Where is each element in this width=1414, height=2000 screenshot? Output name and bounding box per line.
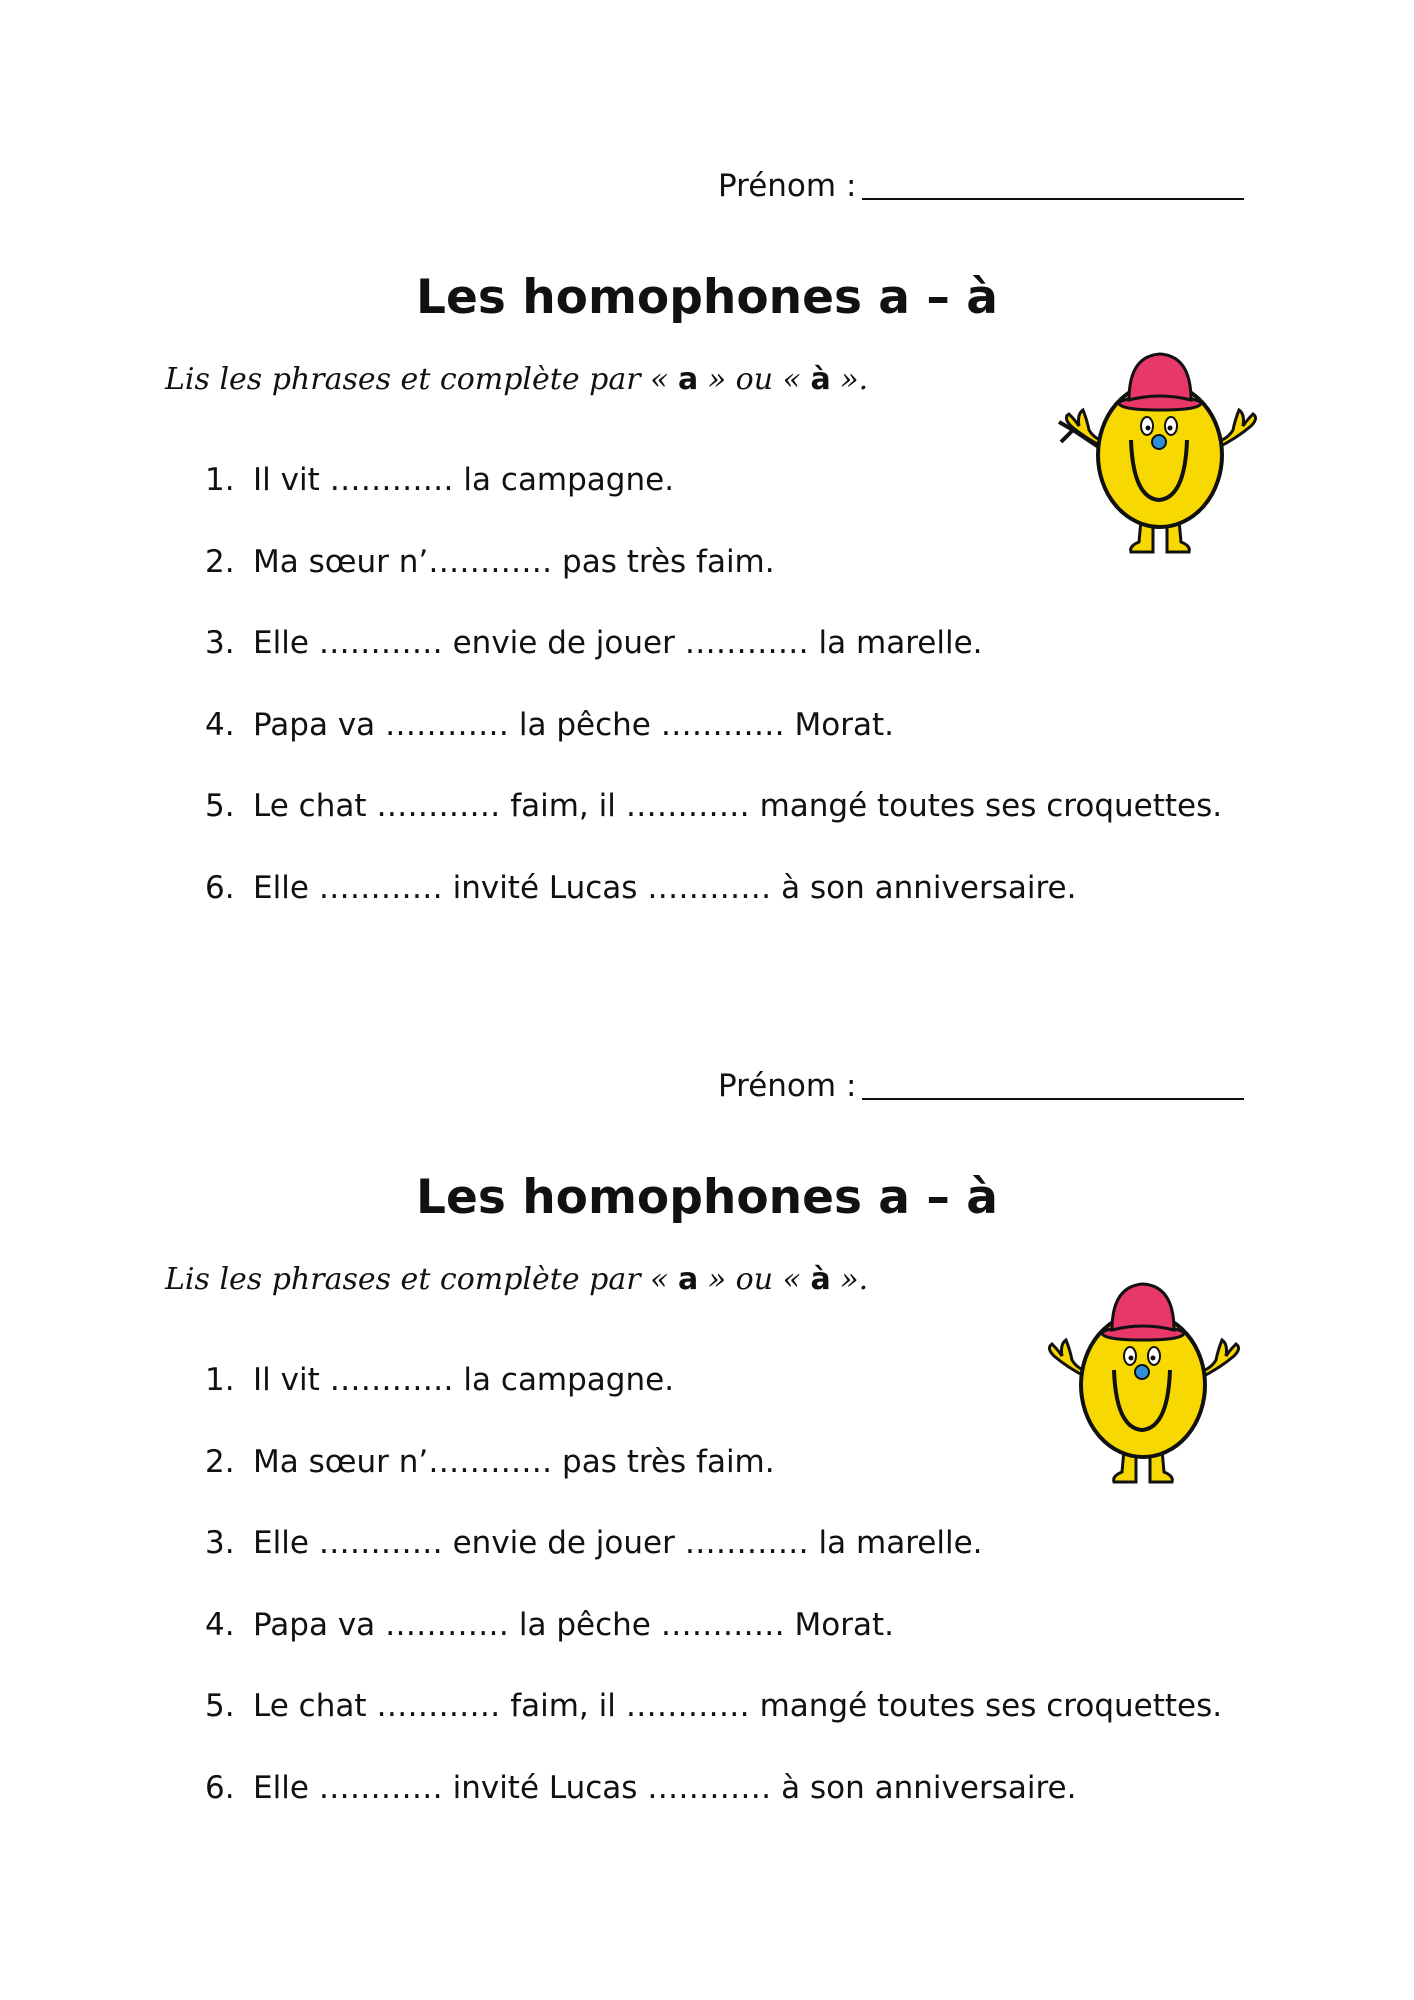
- first-name-field[interactable]: [718, 1068, 1244, 1104]
- list-item[interactable]: 1. Il vit ………… la campagne.: [205, 462, 675, 498]
- list-item[interactable]: 3. Elle ………… envie de jouer ………… la marelle.: [205, 1525, 983, 1562]
- list-item[interactable]: 2. Ma sœur n’………… pas très faim.: [205, 543, 775, 580]
- worksheet-bottom: [0, 900, 1414, 1806]
- first-name-label: Prénom :: [718, 168, 857, 204]
- list-item[interactable]: 4. Papa va ………… la pêche ………… Morat.: [205, 1606, 895, 1643]
- list-item[interactable]: 5. Le chat ………… faim, il ………… mangé toutes ses croquettes.: [205, 788, 1223, 825]
- worksheet-title: Les homophones a – à: [416, 270, 998, 325]
- list-item[interactable]: 1. Il vit ………… la campagne.: [205, 1362, 675, 1398]
- option-a: a: [677, 1262, 699, 1297]
- exercise-list: [205, 1360, 1222, 1850]
- option-a-accent: à: [810, 362, 831, 397]
- exercise-list: [205, 460, 1222, 950]
- first-name-label: Prénom :: [718, 1068, 857, 1104]
- worksheet-top: [0, 0, 1414, 906]
- list-item[interactable]: 5. Le chat ………… faim, il ………… mangé toutes ses croquettes.: [205, 1688, 1223, 1725]
- option-a: a: [677, 362, 699, 397]
- list-item[interactable]: 6. Elle ………… invité Lucas ………… à son anniversaire.: [205, 1769, 1077, 1806]
- first-name-blank[interactable]: [862, 198, 1244, 200]
- instruction: Lis les phrases et complète par « a » ou « à ».: [165, 1262, 869, 1297]
- list-item[interactable]: 3. Elle ………… envie de jouer ………… la marelle.: [205, 625, 983, 662]
- instruction: Lis les phrases et complète par « a » ou « à ».: [165, 362, 869, 397]
- list-item[interactable]: 4. Papa va ………… la pêche ………… Morat.: [205, 706, 895, 743]
- first-name-field[interactable]: [718, 168, 1244, 204]
- first-name-blank[interactable]: [862, 1098, 1244, 1100]
- list-item[interactable]: 6. Elle ………… invité Lucas ………… à son anniversaire.: [205, 869, 1077, 906]
- option-a-accent: à: [810, 1262, 831, 1297]
- worksheet-title: Les homophones a – à: [416, 1170, 998, 1225]
- list-item[interactable]: 2. Ma sœur n’………… pas très faim.: [205, 1443, 775, 1480]
